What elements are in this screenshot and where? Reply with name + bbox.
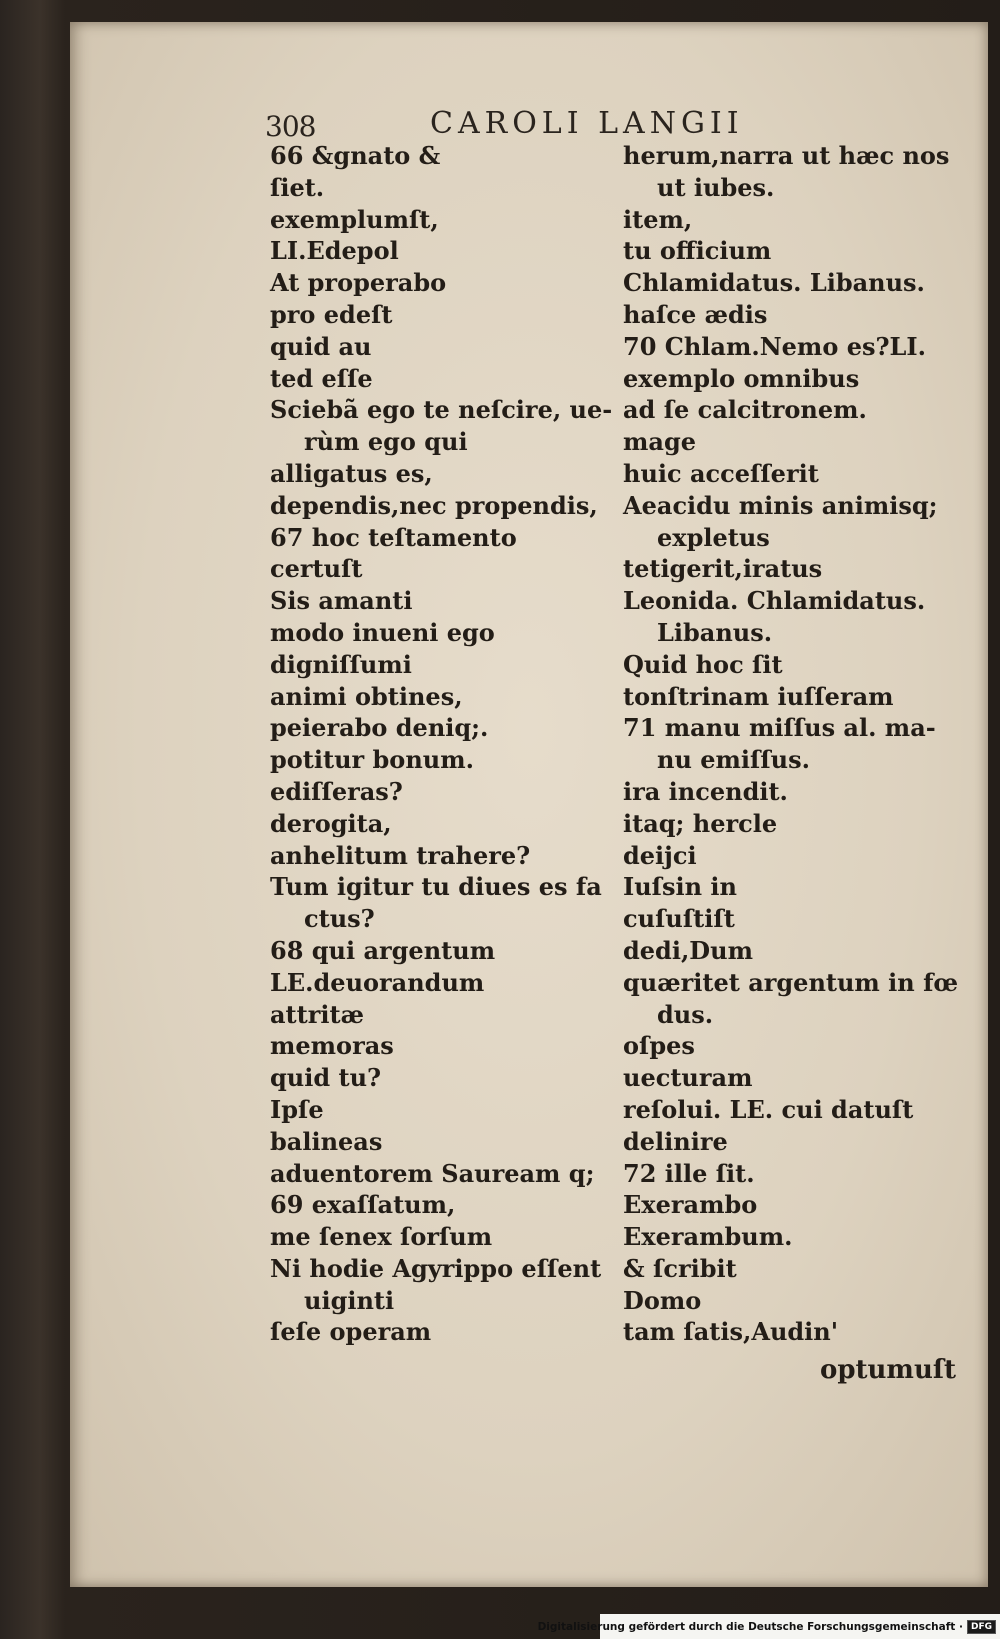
text-line: item, [623, 204, 693, 234]
text-line: alligatus es, [270, 458, 433, 488]
text-line: ſiet. [270, 172, 325, 202]
text-line: haſce ædis [623, 299, 768, 329]
text-line: ediſſeras? [270, 776, 403, 806]
text-line: expletus [657, 522, 770, 552]
text-line: 72 ille ſit. [623, 1158, 755, 1188]
text-line: pro edeſt [270, 299, 393, 329]
text-line: 71 manu miſſus al. ma- [623, 713, 936, 743]
text-line: ctus? [304, 904, 375, 934]
dfg-logo-icon: DFG [967, 1620, 996, 1634]
text-line: mage [623, 427, 696, 457]
text-line: Quid hoc ſit [623, 649, 783, 679]
text-line: cuſuſtiſt [623, 904, 735, 934]
text-line: Iuſsin in [623, 872, 737, 902]
text-line: digniſſumi [270, 649, 412, 679]
text-line: uecturam [623, 1063, 753, 1093]
text-line: oſpes [623, 1031, 695, 1061]
text-line: anhelitum trahere? [270, 840, 531, 870]
text-line: Exerambum. [623, 1222, 793, 1252]
text-line: quid tu? [270, 1063, 382, 1093]
text-line: tetigerit,iratus [623, 554, 823, 584]
text-line: modo inueni ego [270, 617, 495, 647]
text-line: Libanus. [657, 617, 773, 647]
text-line: ted eſſe [270, 363, 373, 393]
text-line: quæritet argentum in fœ [623, 967, 959, 997]
text-line: deijci [623, 840, 697, 870]
text-line: Exerambo [623, 1190, 758, 1220]
text-line: Ni hodie Agyrippo eſſent [270, 1253, 602, 1283]
text-line: me ſenex ſorſum [270, 1222, 493, 1252]
text-line: Aeacidu minis animisq; [623, 490, 938, 520]
text-line: exemplo omnibus [623, 363, 860, 393]
text-line: reſolui. LE. cui datuſt [623, 1094, 914, 1124]
text-line: dedi,Dum [623, 935, 753, 965]
right-column [623, 140, 968, 1348]
text-line: ad ſe calcitronem. [623, 395, 867, 425]
running-title: CAROLI LANGII [430, 106, 744, 141]
text-line: memoras [270, 1031, 394, 1061]
text-line: attritæ [270, 999, 364, 1029]
text-line: delinire [623, 1126, 728, 1156]
text-line: certuſt [270, 554, 363, 584]
text-line: Chlamidatus. Libanus. [623, 268, 925, 298]
text-line: nu emiſſus. [657, 745, 810, 775]
text-line: LI.Edepol [270, 236, 399, 266]
text-line: 67 hoc teſtamento [270, 522, 517, 552]
text-line: tam ſatis,Audin' [623, 1317, 839, 1347]
text-line: & ſcribit [623, 1253, 737, 1283]
text-line: LE.deuorandum [270, 967, 485, 997]
text-line: Sciebã ego te neſcire, ue- [270, 395, 613, 425]
text-line: Tum igitur tu diues es fa [270, 872, 602, 902]
text-line: dependis,nec propendis, [270, 490, 598, 520]
text-line: animi obtines, [270, 681, 463, 711]
text-line: tu officium [623, 236, 772, 266]
text-line: itaq; hercle [623, 808, 778, 838]
text-line: quid au [270, 331, 372, 361]
text-line: balineas [270, 1126, 383, 1156]
left-column [270, 140, 613, 1348]
text-line: 66 &gnato & [270, 141, 441, 170]
text-line: derogita, [270, 808, 392, 838]
text-line: 70 Chlam.Nemo es?LI. [623, 331, 926, 361]
text-line: potitur bonum. [270, 745, 474, 775]
text-line: exemplumſt, [270, 204, 439, 234]
text-line: ſeſe operam [270, 1317, 432, 1347]
text-line: ira incendit. [623, 776, 788, 806]
text-line: huic acceſſerit [623, 458, 819, 488]
text-line: rùm ego qui [304, 427, 468, 457]
text-line: Ipſe [270, 1094, 324, 1124]
text-line: uiginti [304, 1285, 395, 1315]
catchword: optumuſt [820, 1355, 957, 1385]
text-line: Sis amanti [270, 586, 413, 616]
text-line: dus. [657, 999, 714, 1029]
text-line: herum,narra ut hæc nos [623, 141, 950, 170]
text-line: peierabo deniq;. [270, 713, 489, 743]
text-line: 68 qui argentum [270, 935, 496, 965]
text-line: At properabo [270, 268, 447, 298]
text-line: aduentorem Sauream q; [270, 1158, 595, 1188]
text-line: Leonida. Chlamidatus. [623, 586, 926, 616]
text-line: Domo [623, 1285, 702, 1315]
text-line: tonſtrinam iuſſeram [623, 681, 894, 711]
page-number: 308 [265, 110, 316, 143]
text-line: 69 exaſſatum, [270, 1190, 456, 1220]
digitization-footer [537, 1614, 1000, 1639]
text-line: ut iubes. [657, 172, 775, 202]
funding-notice: Digitalisierung gefördert durch die Deutsche Forschungsgemeinschaft · [537, 1620, 963, 1633]
